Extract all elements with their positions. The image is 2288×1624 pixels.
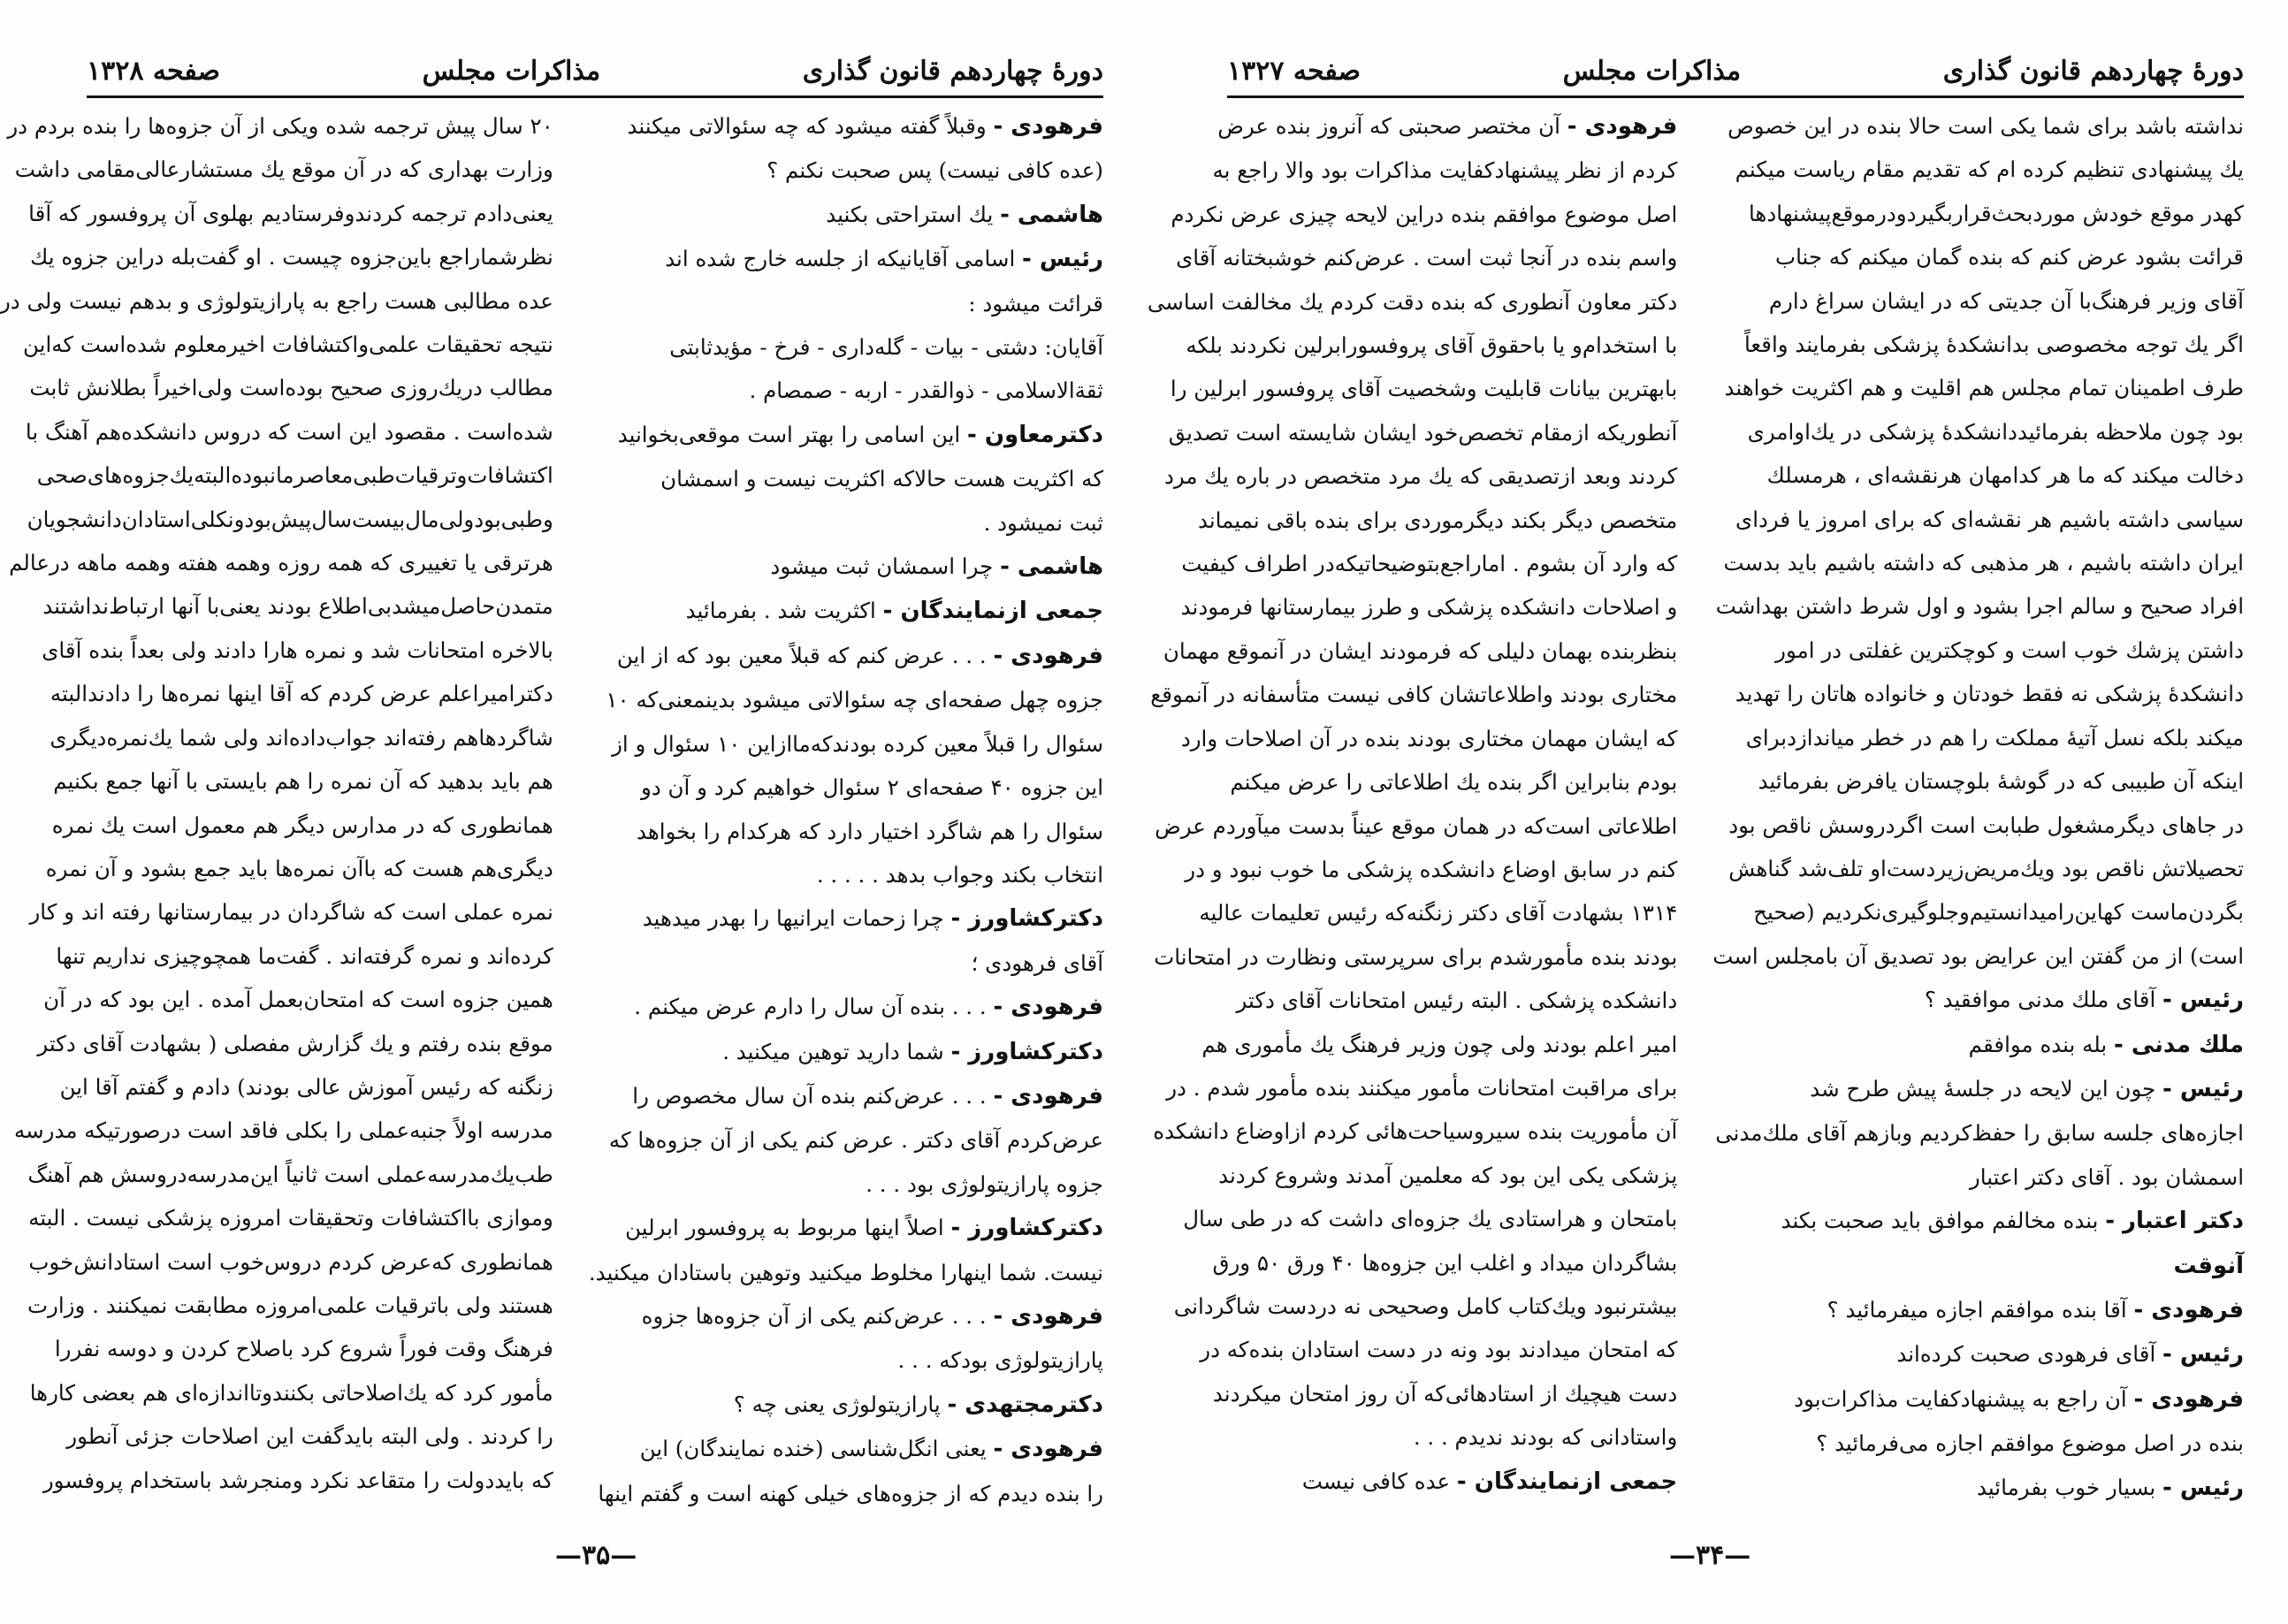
speaker-name: هاشمی - [1000, 201, 1103, 228]
text-line [1148, 1197, 1677, 1240]
text-line [1712, 1244, 2244, 1288]
text-line: وزارت بهداری که در آن موقع یك مستشارعالی‌مقامی داشت [14, 156, 553, 183]
text-line [589, 1118, 1103, 1162]
text-line [1712, 716, 2244, 759]
text-line [589, 237, 1103, 281]
line-text: سئوال را قبلاً معین کرده بودند‌که‌مااز‌این ۱۰ سئوال و از [612, 730, 1103, 757]
line-text: آقای ملك مدنی موافقید ؟ [1924, 987, 2163, 1013]
speaker-name: فرهودی - [993, 1082, 1103, 1109]
line-text: میکند بلکه نسل آتیهٔ مملکت را هم در خطر میاندازدبرای [1745, 724, 2244, 751]
text-line [589, 282, 1103, 325]
line-text: یعنی انگل‌شناسی (خنده نمایندگان) این [639, 1436, 994, 1462]
right-page [1147, 0, 2288, 1624]
line-text: متخصص دیگر بکند دیگرموردی برای بنده باقی نمیماند [1197, 507, 1678, 533]
line-text: امیر اعلم بودند ولی چون وزیر فرهنگ یك مأموری هم [1201, 1031, 1678, 1057]
line-text: برای مراقبت امتحانات مأمور میکنند بنده مأمور شدم . در [1166, 1074, 1678, 1101]
line-text: پزشکی یکی این بود که معلمین آمدند وشروع کردند [1218, 1162, 1678, 1188]
text-line: نتیجه تحقیقات علمی‌واکتشافات اخیرمعلوم شده‌است که‌این [22, 332, 553, 358]
text-line [589, 1472, 1103, 1515]
line-text: بشاگردان میداد و اغلب این جزوه‌ها ۴۰ ورق ۵۰ ورق [1212, 1249, 1678, 1276]
text-line [1712, 847, 2244, 890]
line-text: اطلاعاتی است‌که در همان موقع عیناً بدست میآوردم عرض [1155, 812, 1678, 839]
text-line: موقع بنده رفتم و یك گزارش مفصلی ( بشهادت آقای دکتر [37, 1030, 553, 1056]
text-line [1712, 934, 2244, 978]
text-line [1148, 1109, 1677, 1153]
text-line: طب‌یك‌مدرسه‌عملی است ثانیاً این‌مدرسه‌دروسش هم آهنگ [27, 1161, 553, 1187]
line-text: بودند بنده مأمورشدم برای سرپرستی و‌نظارت در امتحانات [1154, 943, 1678, 970]
line-text: . . . عرض کنم که قبلاً معین بود که از این [616, 642, 994, 668]
speaker-name: فرهودی - [2133, 1385, 2244, 1413]
left-page-header [87, 46, 1103, 98]
text-line [1712, 978, 2244, 1022]
speaker-name: دکترکشاورز - [950, 1038, 1103, 1065]
line-text: آن مختصر صحبتی که آنروز بنده عرض [1217, 113, 1567, 139]
text-line [589, 896, 1103, 941]
text-line: مدرسه اولاً جنبه‌عملی را بکلی فاقد است درصورتیکه مدرسه [13, 1117, 553, 1144]
line-text: سئوال را هم شاگرد اختیار دارد که هرکدام را بخواهد [637, 818, 1103, 844]
line-text: . . . عرض‌کنم یکی از آن جزوه‌ها جزوه [641, 1302, 994, 1329]
text-line: را کردند . ولی البته بایدگفت این اصلاحات جزئی آنطور [66, 1423, 553, 1450]
text-line [589, 369, 1103, 412]
line-text: در جاهای دیگرمشغول طبابت است اگردروسش ناقص بود [1728, 812, 2244, 838]
speaker-name: دکترکشاورز - [950, 1215, 1103, 1242]
left-page-right-column [589, 104, 1103, 1518]
text-line [1712, 584, 2244, 628]
text-line [1712, 1422, 2244, 1465]
line-text: کردم از نظر پیشنهادکفایت مذاکرات بود والا راجع به [1212, 157, 1678, 184]
line-text: کهدر موقع خودش موردبحث‌قراربگیرد‌ودرموقع‌پیشنهادها [1748, 200, 2244, 226]
text-line [589, 1206, 1103, 1250]
text-line [589, 457, 1103, 500]
header-center-title: مذاکرات مجلس [422, 55, 601, 87]
text-line [589, 810, 1103, 853]
line-text: دکتر معاون آنطوری که بنده دقت کردم یك مخالفت اساسی [1147, 288, 1678, 315]
line-text: سیاسی داشته باشیم هر نقشه‌ای که برای امروز یا فردای [1735, 506, 2244, 532]
line-text: بگردن‌ماست کهاین‌رامیدانستیم‌وجلوگیری‌نکردیم (صحیح [1753, 899, 2244, 926]
text-line: عده مطالبی هست راجع به پارازیتولوژی و بدهم نیست ولی در [0, 287, 553, 314]
text-line [1712, 672, 2244, 715]
text-line [1712, 1466, 2244, 1510]
text-line: متمدن‌حاصل‌میشدبی‌اطلاع بودند یعنی‌با آنها ارتباط‌نداشتند [42, 593, 553, 620]
text-line [1712, 1111, 2244, 1155]
line-text: عرض‌کردم آقای دکتر . عرض کنم یکی از آن جزوه‌ها که [608, 1127, 1103, 1154]
text-line [1148, 499, 1677, 542]
line-text: عده کافی نیست [1301, 1468, 1457, 1494]
text-line [1148, 236, 1677, 279]
line-text: آنطوریکه ازمقام تخصص‌خود ایشان شایسته است تصدیق [1168, 419, 1678, 446]
line-text: طرف اطمینان تمام مجلس هم اقلیت و هم اکثریت خواهند [1724, 375, 2244, 401]
text-line [1712, 192, 2244, 235]
text-line [1148, 848, 1677, 891]
text-line [1712, 1023, 2244, 1067]
text-line [1148, 804, 1677, 848]
text-line [589, 634, 1103, 678]
line-text: آقای فرهودی ؛ [971, 949, 1103, 976]
line-text: شما دارید توهین میکنید . [722, 1038, 951, 1064]
speaker-name: فرهودی - [2133, 1296, 2244, 1323]
line-text: وقبلاً گفته میشود که چه سئوالاتی میکنند [627, 113, 994, 139]
speaker-name: رئیس - [2162, 1341, 2244, 1369]
text-line [1148, 1285, 1677, 1328]
text-line [1712, 410, 2244, 454]
text-line: همین جزوه است که امتحان‌بعمل آمده . این بود که در آن [43, 987, 553, 1013]
text-line [589, 1251, 1103, 1294]
text-line [1712, 148, 2244, 191]
line-text: بله بنده موافقم [1968, 1031, 2114, 1057]
text-line: هرترقی یا تغییری که همه روزه وهمه هفته وهمه ماهه درعالم [9, 550, 553, 576]
text-line [1712, 104, 2244, 148]
line-text: تحصیلاتش ناقص بود ویك‌مریض‌زیردست‌او تلف‌شد گناهش [1728, 855, 2244, 881]
right-page-header [1227, 46, 2244, 98]
text-line [1712, 1288, 2244, 1332]
right-page-columns [1147, 104, 2244, 1518]
text-line: مأمور کرد که یك‌اصلاحاتی بکنندو‌تااندازه‌ای هم بعضی کارها [29, 1379, 553, 1406]
line-text: کنم در سابق اوضاع دانشکده پزشکی ما خوب نبود و در [1185, 856, 1678, 882]
text-line [589, 722, 1103, 766]
line-text: نداشته باشد برای شما یکی است حالا بنده در این خصوص [1727, 113, 2244, 139]
text-line [589, 149, 1103, 192]
line-text: دانشکده پزشکی . البته رئیس امتحانات آقای دکتر [1236, 987, 1678, 1014]
line-text: این جزوه ۴۰ صفحه‌ای ۲ سئوال خواهیم کرد و آن دو [640, 774, 1103, 801]
text-line [1148, 891, 1677, 934]
line-text: اسمشان بود . آقای دکتر اعتبار [1969, 1163, 2244, 1190]
text-line [1148, 280, 1677, 324]
text-line [1712, 1067, 2244, 1111]
page-number: —۳۴— [1669, 1540, 1751, 1571]
text-line [1148, 1154, 1677, 1197]
line-text: ثبت نمیشود . [983, 509, 1103, 536]
line-text: و اصلاحات دانشکده پزشکی و طرز بیمارستانها فرمودند [1180, 594, 1678, 621]
speaker-name: ملك مدنی - [2114, 1031, 2244, 1058]
line-text: آقا بنده موافقم اجازه میفرمائید ؟ [1827, 1296, 2134, 1323]
line-text: اجازه‌های جلسه سابق را حفظ‌کردیم وبازهم آقای ملك‌مدنی [1715, 1120, 2244, 1147]
text-line [1148, 1460, 1677, 1504]
speaker-name: جمعی ازنمایندگان - [882, 598, 1103, 625]
speaker-name: رئیس - [2162, 1075, 2244, 1102]
line-text: اسامی آقایانیکه از جلسه خارج شده اند [665, 246, 1023, 272]
text-line: هم باید بدهید که آن نمره را هم بایستی با آنها جمع بکنیم [53, 768, 553, 795]
text-line [1148, 542, 1677, 585]
text-line [1712, 279, 2244, 323]
text-line [589, 1383, 1103, 1427]
speaker-name: فرهودی - [993, 1436, 1103, 1463]
line-text: چرا زحمات ایرانیها را بهدر میدهید [642, 905, 951, 932]
text-line [1148, 1328, 1677, 1371]
text-line [589, 589, 1103, 633]
line-text: (عده کافی نیست) پس صحبت نکنم ؟ [766, 157, 1103, 184]
line-text: که اکثریت هست حالاکه اکثریت نیست و اسمشان [660, 466, 1103, 492]
text-line [1148, 760, 1677, 804]
line-text: این اسامی را بهتر است موقعی‌بخوانید [617, 421, 968, 447]
line-text: جزوه چهل صفحه‌ای چه سئوالاتی میشود بدینمعنی‌که ۱۰ [606, 687, 1103, 713]
line-text: پارازیتولوژی یعنی چه ؟ [733, 1391, 948, 1417]
text-line [589, 766, 1103, 809]
line-text: قرائت بشود عرض کنم که بنده گمان میکنم که جناب [1775, 244, 2244, 271]
text-line: ۲۰ سال پیش ترجمه شده ویکی از آن جزوه‌ها را بنده بردم در [7, 113, 553, 139]
line-text: بنده مخالفم موافق باید صحبت بکند [1781, 1208, 2106, 1234]
text-line [589, 985, 1103, 1029]
line-text: که وارد آن بشوم . اماراجع‌بتوضیحاتیکه‌در اطراف کیفیت [1181, 551, 1678, 577]
text-line [1148, 104, 1677, 149]
line-text: . . . بنده آن سال را دارم عرض میکنم . [634, 994, 994, 1020]
right-page-right-column [1712, 104, 2244, 1518]
text-line [1148, 935, 1677, 979]
line-text: آن مأموریت بنده سیروسیاحت‌هائی کردم ازاوضاع دانشکده [1153, 1118, 1678, 1145]
text-line [1148, 1415, 1677, 1459]
line-text: دست هیچیك از استادهائی‌که آن روز امتحان میکردند [1212, 1380, 1678, 1407]
text-line [1712, 454, 2244, 497]
text-line: همانطوری که در مدارس دیگر هم معمول است یك نمره [51, 812, 553, 838]
line-text: پارازیتولوژی بودکه . . . [897, 1347, 1103, 1374]
line-text: جزوه پارازیتولوژی بود . . . [866, 1170, 1103, 1197]
line-text: ۱۳۱۴ بشهادت آقای دکتر زنگنه‌که رئیس تعلیمات عالیه [1199, 900, 1678, 926]
line-text: بود چون ملاحظه بفرمائیددانشکدهٔ پزشکی در یك‌اوامری [1747, 418, 2244, 445]
left-page-left-column [0, 104, 553, 1518]
line-text: داشتن پزشك خوب است و کوچکترین غفلتی در امور [1775, 637, 2244, 663]
line-text: اینکه آن طبیبی که در گوشهٔ بلوچستان یافرض بفرمائید [1758, 768, 2244, 795]
text-line [589, 853, 1103, 896]
header-journal-title: دورهٔ چهاردهم قانون گذاری [802, 55, 1103, 87]
speaker-name: دکترمجتهدی - [947, 1391, 1103, 1418]
text-line [589, 678, 1103, 721]
text-line [1712, 498, 2244, 541]
speaker-name: دکتر اعتبار - [2105, 1208, 2244, 1235]
text-line: یعنی‌دادم ترجمه کردندوفرستادیم بهلوی آن پروفسور که آقا [28, 200, 553, 226]
line-text: آقایان: دشتی - بیات - گله‌داری - فرخ - مؤیدثابتی [669, 334, 1103, 361]
text-line [589, 413, 1103, 457]
text-line [1148, 717, 1677, 760]
text-line: کرده‌اند و نمره گرفته‌اند . گفت‌ما همچوچیزی نداریم تنها [56, 942, 553, 969]
text-line: هستند ولی باترقیات علمی‌امروزه مطابقت نمیکنند . وزارت [27, 1292, 553, 1318]
text-line: نظرشمارا‌جع باین‌جزوه چیست . او گفت‌بله در‌این جزوه یك [30, 244, 553, 271]
text-line [589, 1338, 1103, 1382]
text-line [1148, 411, 1677, 454]
line-text: ثقةالاسلامی - ذوالقدر - اربه - صمصام . [749, 377, 1103, 404]
text-line [1712, 323, 2244, 366]
text-line [1712, 890, 2244, 934]
text-line: وموازی باا‌کتشافات وتحقیقات امروزه پزشکی نیست . البته [28, 1205, 553, 1231]
text-line: مطالب دریك‌روزی صحیح بوده‌است ولی‌اخیراً بطلانش ثابت [29, 375, 553, 401]
line-text: بیشترنبود ویك‌کتاب کامل وصحیحی نه دردست شاگردانی [1173, 1292, 1678, 1319]
text-line [589, 1427, 1103, 1471]
speaker-name: دکترکشاورز - [950, 905, 1103, 933]
text-line [589, 1074, 1103, 1118]
line-text: بامتحان و هراستادی یك جزوه‌ای داشت که در طی سال [1183, 1206, 1678, 1232]
speaker-name: آنوقت [2173, 1252, 2244, 1279]
text-line [1148, 629, 1677, 673]
text-line [1712, 1199, 2244, 1243]
line-text: آقای وزیر فرهنگ‌با آن جدیتی که در ایشان سراغ دارم [1768, 287, 2244, 314]
text-line: دکترامیراعلم عرض کردم که آقا اینها نمره‌ها را دادندالبته [50, 681, 553, 707]
line-text: ایران داشته باشیم ، هر مذهبی که داشته باشیم باید بدست [1723, 550, 2244, 576]
text-line [1712, 759, 2244, 803]
text-line [1148, 193, 1677, 236]
right-page-left-column [1148, 104, 1677, 1518]
text-line [1712, 804, 2244, 847]
line-text: یك پیشنهادی تنظیم کرده ام که تقدیم مقام ریاست میکنم [1735, 156, 2244, 183]
text-line [1148, 585, 1677, 629]
line-text: بودم بنابراین اگر بنده یك اطلاعاتی را عرض میکنم [1230, 769, 1678, 796]
line-text: واسم بنده در آنجا ثبت است . عرض‌کنم خوشبختانه آقای [1176, 245, 1678, 271]
text-line [589, 545, 1103, 589]
text-line [1148, 979, 1677, 1022]
text-line: شاگردهاهم رفته‌اند جواب‌داده‌اند ولی شما یك‌نمره‌دیگری [50, 724, 553, 751]
text-line [589, 942, 1103, 985]
text-line [1712, 629, 2244, 672]
line-text: که ایشان مهمان مختاری بودند بنده در آن اصلاحات وارد [1180, 725, 1678, 751]
text-line: فرهنگ وقت فوراً شروع کرد باصلاح کردن و دوسه نفر‌را [54, 1336, 553, 1362]
page-number: —۳۵— [555, 1540, 637, 1571]
line-text: نیست. شما اینهارا مخلوط میکنید وتوهین باستادان میکنید. [588, 1259, 1103, 1285]
line-text: بنده در اصل موضوع موافقم اجازه می‌فرمائید ؟ [1816, 1430, 2244, 1457]
text-line: دیگری‌هم هست که باآن نمره‌ها باید جمع بشود و آن نمره [45, 855, 553, 881]
line-text: اصلاً اینها مربوط به پروفسور ابرلین [625, 1215, 951, 1241]
text-line: که بایددولت را متقاعد نکرد ومنجرشد باستخدام پروفسور [42, 1467, 553, 1493]
line-text: اگر یك توجه مخصوصی بدانشکدهٔ پزشکی بفرمایند واقعاً [1743, 332, 2244, 358]
line-text: دانشکدهٔ پزشکی نه فقط خودتان و خانواده هاتان را تهدید [1735, 681, 2244, 707]
text-line [1712, 366, 2244, 409]
line-text: چون این لایحه در جلسهٔ پیش طرح شد [1810, 1075, 2163, 1102]
text-line [1148, 454, 1677, 498]
line-text: بابهترین بیانات قابلیت وشخصیت آقای پروفسور ابرلین را [1170, 376, 1678, 402]
text-line [1148, 1066, 1677, 1109]
line-text: . . . عرض‌کنم بنده آن سال مخصوص را [632, 1082, 994, 1109]
line-text: آن راجع به پیشنهادکفایت مذاکرات‌بود [1794, 1385, 2134, 1412]
text-line: وطبی‌بودولی‌مال‌بیست‌سال‌پیش‌بودونکلی‌استادان‌دانشجویان [27, 506, 553, 532]
text-line [1148, 1023, 1677, 1066]
line-text: انتخاب بکند وجواب بدهد . . . . . [816, 861, 1103, 888]
line-text: که امتحان میدادند بود ونه در دست استادان بنده‌که در [1200, 1337, 1678, 1363]
line-text: اصل موضوع موافقم بنده دراین لایحه چیزی عرض نکردم [1171, 201, 1678, 227]
line-text: آقای فرهودی صحبت کرده‌اند [1896, 1341, 2163, 1368]
text-line: اکتشافات‌وترقیات‌طبی‌معاصرمانبوده‌البته‌یك‌جزوه‌های‌صحی [36, 462, 553, 489]
text-line [589, 1294, 1103, 1338]
header-center-title: مذاکرات مجلس [1562, 55, 1742, 87]
line-text: است) از من گفتن این عرایض بود تصدیق آن بامجلس است [1712, 942, 2244, 969]
text-line: زنگنه که رئیس آموزش عالی بودند) دادم و گفتم آقا این [59, 1073, 553, 1100]
speaker-name: دکترمعاون - [967, 421, 1103, 448]
line-text: واستادانی که بودند ندیدم . . . [1413, 1424, 1678, 1451]
line-text: بنظربنده بهمان دلیلی که فرمودند ایشان در آنموقع مهمان [1163, 637, 1678, 664]
line-text: اکثریت شد . بفرمائید [685, 598, 883, 624]
text-line [1712, 1332, 2244, 1376]
speaker-name: رئیس - [2162, 1474, 2244, 1501]
text-line [1712, 1155, 2244, 1199]
line-text: چرا اسمشان ثبت میشود [770, 553, 1001, 580]
line-text: افراد صحیح و سالم اجرا بشود و اول شرط داشتن بهداشت [1715, 593, 2244, 620]
speaker-name: جمعی ازنمایندگان - [1456, 1468, 1678, 1495]
text-line [1148, 324, 1677, 367]
text-line [589, 325, 1103, 369]
line-text: بسیار خوب بفرمائید [1977, 1474, 2163, 1500]
text-line [1148, 367, 1677, 410]
speaker-name: رئیس - [1022, 246, 1103, 273]
speaker-name: فرهودی - [993, 113, 1103, 140]
line-text: کردند وبعد ازتصدیقی که یك مرد متخصص در باره یك مرد [1163, 463, 1678, 490]
speaker-name: فرهودی - [993, 994, 1103, 1021]
line-text: را بنده دیدم که از جزوه‌های خیلی کهنه است و گفتم اینها [598, 1480, 1103, 1506]
speaker-name: رئیس - [2162, 987, 2244, 1014]
line-text: با استخدام‌و یا باحقوق آقای پروفسورابرلین نکردند بلکه [1186, 332, 1678, 359]
text-line [589, 1163, 1103, 1206]
text-line [1148, 1241, 1677, 1285]
text-line [589, 104, 1103, 149]
text-line [1712, 1377, 2244, 1422]
text-line [589, 501, 1103, 545]
header-page-label: صفحه ۱۳۲۸ [87, 55, 221, 87]
header-journal-title: دورهٔ چهاردهم قانون گذاری [1942, 55, 2244, 87]
text-line [589, 1030, 1103, 1074]
speaker-name: فرهودی - [993, 642, 1103, 669]
line-text: یك استراحتی بکنید [826, 201, 1001, 227]
line-text: مختاری بودند واطلاعاتشان کافی نیست متأسفانه در آنموقع [1150, 682, 1678, 708]
left-page-columns [0, 104, 1103, 1518]
text-line: بالاخره امتحانات شد و نمره هارا دادند ولی بعداً بنده آقای [42, 637, 553, 663]
text-line: نمره عملی است که شاگردان در بیمارستانها رفته اند و کار [29, 899, 553, 926]
text-line: همانطوری که‌عرض کردم دروس‌خوب است استادانش‌خوب [28, 1248, 553, 1275]
text-line [1148, 149, 1677, 192]
text-line: شده‌است . مقصود این است که دروس دانشکده‌هم آهنگ با [25, 418, 553, 445]
text-line [1712, 235, 2244, 278]
text-line [1712, 541, 2244, 584]
text-line [589, 193, 1103, 237]
text-line [1148, 673, 1677, 716]
text-line [1148, 1372, 1677, 1415]
speaker-name: فرهودی - [993, 1302, 1103, 1330]
header-page-label: صفحه ۱۳۲۷ [1227, 55, 1361, 87]
line-text: دخالت میکند که ما هر کدامهان هرنقشه‌ای ، هرمسلك [1766, 462, 2244, 489]
speaker-name: فرهودی - [1567, 113, 1678, 140]
speaker-name: هاشمی - [1000, 553, 1103, 581]
line-text: قرائت میشود : [968, 290, 1103, 316]
